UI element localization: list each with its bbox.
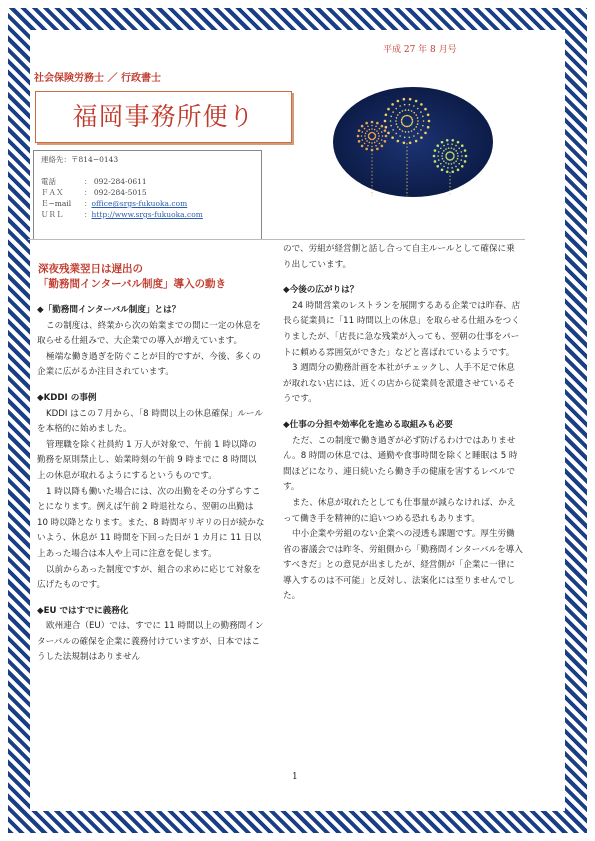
spark <box>415 140 418 143</box>
website-link[interactable]: http://www.srgs-fukuoka.com <box>91 210 203 219</box>
spark <box>403 141 406 144</box>
spark <box>375 135 377 137</box>
spacer <box>37 594 265 604</box>
spark <box>458 147 460 149</box>
spark <box>390 120 392 122</box>
spark <box>409 98 412 101</box>
paragraph: 24 時間営業のレストランを展開するある企業では昨春、店長ら従業員に「11 時間以上の休息」を取らせる仕組みをつくりましたが、「店長に急な残業が入っても、翌朝の仕事をパートに頼める雰囲気ができた」などと喜ばれているようです。 <box>283 300 521 358</box>
spark <box>451 170 454 173</box>
spark <box>404 115 406 117</box>
section-heading: ◆EU ではすでに義務化 <box>37 605 129 616</box>
spark <box>405 109 407 111</box>
spark <box>376 140 378 142</box>
spark <box>366 140 368 142</box>
spark <box>441 141 444 144</box>
spark <box>420 111 422 113</box>
newsletter-title-box <box>35 91 292 143</box>
spark <box>464 149 467 152</box>
spark <box>376 130 378 132</box>
spark <box>387 132 390 135</box>
spark <box>408 125 410 127</box>
spark <box>365 138 367 140</box>
spark <box>457 141 460 144</box>
paragraph: 管理職を除く社員約 1 万人が対象で、午前 1 時以降の勤務を原則禁止し、始業時刻の午前 9 時までに 8 時間以上の休息が取れるようにするというものです。 <box>37 439 257 481</box>
spark <box>405 115 407 117</box>
spark <box>361 145 364 148</box>
spark <box>379 143 381 145</box>
spark <box>390 125 392 127</box>
spark <box>408 109 410 111</box>
spark <box>387 108 390 111</box>
email-line: Ｅ−mail ：office@srgs-fukuoka.com <box>41 199 188 208</box>
paragraph: 中小企業や労組のない企業への浸透も課題です。厚生労働省の審議会では昨冬、労組側から「勤務間インターバルを導入すべきだ」との意見が出ましたが、経営側が「企業に一律に導入するのは不可能」と反対し、法案化には至りませんでした。 <box>283 529 523 602</box>
spark <box>411 119 413 121</box>
spark <box>448 147 450 149</box>
spark <box>440 147 442 149</box>
spark <box>385 114 388 117</box>
spark <box>399 129 401 131</box>
spark <box>375 145 377 147</box>
spark <box>403 116 405 118</box>
spark <box>399 135 401 137</box>
spark <box>397 100 400 103</box>
spark <box>361 135 363 137</box>
spark <box>445 162 447 164</box>
spark <box>404 125 406 127</box>
spark <box>401 122 403 124</box>
spark <box>413 135 415 137</box>
spark <box>413 105 415 107</box>
spark <box>397 126 399 128</box>
spark <box>364 128 366 130</box>
spark <box>392 111 394 113</box>
spark <box>417 133 419 135</box>
spark <box>405 131 407 133</box>
spark <box>457 169 460 172</box>
spark <box>397 140 400 143</box>
spark <box>461 144 464 147</box>
spark <box>399 105 401 107</box>
spark <box>411 122 413 124</box>
spark <box>369 129 371 131</box>
spark <box>366 130 368 132</box>
spark <box>440 163 442 165</box>
spark <box>443 150 445 152</box>
spark <box>453 155 455 157</box>
spark <box>408 115 410 117</box>
paragraph: KDDI はこの７月から、「8 時間以上の休息確保」ルールを本格的に始めました。 <box>37 408 263 435</box>
headline-line-1: 深夜残業翌日は遅出の <box>38 263 143 275</box>
tel-value: ： 092-284-0611 <box>84 177 147 186</box>
spark <box>381 139 383 141</box>
tel-line <box>41 176 147 187</box>
fax-line <box>41 187 147 198</box>
spark <box>443 160 445 162</box>
spark <box>361 139 363 141</box>
section-heading: ◆今後の広がりは？ <box>283 285 359 296</box>
spark <box>409 141 412 144</box>
spark <box>404 104 406 106</box>
spark <box>420 129 422 131</box>
spark <box>371 139 373 141</box>
spark <box>460 159 462 161</box>
spark <box>441 155 443 157</box>
spark <box>373 138 375 140</box>
spark <box>405 126 407 128</box>
spark <box>403 98 406 101</box>
spark <box>451 163 453 165</box>
fireworks-illustration <box>332 86 494 198</box>
url-line: ＵＲＬ ：http://www.srgs-fukuoka.com <box>41 210 203 219</box>
spark <box>455 166 457 168</box>
spark <box>395 120 397 122</box>
spark <box>364 143 366 145</box>
paragraph: また、休息が取れたとしても仕事量が減らなければ、かえって働き手を精神的に追いつめる恐れもあります。 <box>283 497 516 524</box>
spark <box>407 115 409 117</box>
spark <box>370 132 372 134</box>
section-heading: ◆「勤務間インターバル制度」とは？ <box>37 305 181 315</box>
spark <box>411 110 413 112</box>
spark <box>443 166 445 168</box>
spark <box>445 148 447 150</box>
fax-value: ： 092-284-5015 <box>84 188 147 197</box>
spark <box>402 123 404 125</box>
spark <box>375 125 377 127</box>
spark <box>391 136 394 139</box>
spark <box>411 130 413 132</box>
spark <box>397 114 399 116</box>
spark <box>442 152 444 154</box>
spark <box>395 108 397 110</box>
spacer <box>37 381 265 391</box>
spark <box>447 143 449 145</box>
spark <box>422 116 424 118</box>
spark <box>401 119 403 121</box>
office-type-label: 社会保険労務士 ／ 行政書士 <box>34 73 161 84</box>
spark <box>379 128 381 130</box>
paragraph: ただ、この制度で働き過ぎが必ず防げるわけではありません。8 時間の休息では、通勤や食事時間を除くと睡眠は 5 時間ほどになり、連日続いたら働き手の健康を害するレベルです。 <box>283 435 518 493</box>
spark <box>371 142 373 144</box>
spark <box>369 142 371 144</box>
spark <box>413 112 415 114</box>
spark <box>374 142 376 144</box>
spark <box>424 132 427 135</box>
spark <box>371 125 373 127</box>
spark <box>437 155 439 157</box>
fax-label: ＦＡＸ <box>41 188 64 197</box>
spark <box>396 123 398 125</box>
spark <box>434 160 437 163</box>
tel-label: 電話 <box>41 177 56 186</box>
paragraph: 1 時以降も働いた場合には、次の出勤をその分ずらすことになります。例えば午前 2 時退社なら、翌朝の出勤は 10 時以降となります。また、8 時間ギリギリの日が続かないよう、休息が 11 時間を下回った日が 1 カ月に 11 日以上あった場合は本人や上司に注意を促します。 <box>37 486 265 559</box>
spark <box>436 165 439 168</box>
spark <box>357 135 360 138</box>
spark <box>422 125 424 127</box>
spark <box>382 135 384 137</box>
spark <box>453 148 455 150</box>
paragraph: 3 週間分の勤務計画を本社がチェックし、人手不足で休息が取れない店には、近くの店から従業員を派遣させているそうです。 <box>283 363 516 405</box>
spark <box>453 162 455 164</box>
spark <box>410 124 412 126</box>
section-heading: ◆仕事の分担や効率化を進める取組みも必要 <box>283 419 453 430</box>
spark <box>460 151 462 153</box>
spark <box>390 116 392 118</box>
spark <box>384 120 387 123</box>
spark <box>399 112 401 114</box>
spark <box>461 165 464 168</box>
spark <box>438 151 440 153</box>
spark <box>451 143 453 145</box>
address-line: 連絡先：〒814−0143 <box>41 155 119 164</box>
spark <box>391 103 394 106</box>
spark <box>408 131 410 133</box>
spark <box>384 129 387 132</box>
spark <box>420 103 423 106</box>
spark <box>415 114 417 116</box>
spark <box>415 126 417 128</box>
spark <box>451 167 453 169</box>
spark <box>378 133 380 135</box>
spark <box>445 157 447 159</box>
spark <box>367 125 369 127</box>
spark <box>427 114 430 117</box>
spark <box>371 128 373 130</box>
spark <box>446 170 449 173</box>
spark <box>465 155 468 158</box>
spacer <box>283 273 523 283</box>
newsletter-title: 福岡事務所便り <box>72 102 255 131</box>
spark <box>447 167 449 169</box>
spark <box>411 117 413 119</box>
spark <box>433 155 436 158</box>
spark <box>381 131 383 133</box>
spark <box>428 120 431 123</box>
email-label: Ｅ−mail <box>41 199 72 208</box>
spark <box>358 129 361 132</box>
spark <box>443 145 445 147</box>
spark <box>417 117 419 119</box>
spark <box>461 155 463 157</box>
spark <box>358 140 361 143</box>
spark <box>365 148 368 151</box>
spark <box>446 139 449 142</box>
spark <box>401 120 403 122</box>
spark <box>361 131 363 133</box>
header-divider <box>28 239 525 240</box>
spark <box>417 120 419 122</box>
spark <box>374 134 376 136</box>
spark <box>434 149 437 152</box>
article-right-column <box>283 242 523 605</box>
spark <box>417 123 419 125</box>
spark <box>455 150 457 152</box>
spark <box>415 100 418 103</box>
spark <box>392 129 394 131</box>
spark <box>412 120 414 122</box>
page-number: 1 <box>292 772 298 782</box>
spark <box>445 155 447 157</box>
spark <box>427 126 430 129</box>
spark <box>464 160 467 163</box>
spark <box>455 145 457 147</box>
spark <box>423 120 425 122</box>
article-left-column <box>37 303 265 666</box>
spark <box>409 137 411 139</box>
spark <box>455 160 457 162</box>
spark <box>364 135 366 137</box>
spark <box>438 159 440 161</box>
email-link[interactable]: office@srgs-fukuoka.com <box>91 199 188 208</box>
paragraph: 以前からあった制度ですが、組合の求めに応じて対象を広げたものです。 <box>37 564 261 591</box>
spark <box>457 158 459 160</box>
spark <box>365 133 367 135</box>
spark <box>453 154 455 156</box>
spark <box>402 130 404 132</box>
spark <box>384 140 387 143</box>
spark <box>450 159 452 161</box>
spark <box>442 158 444 160</box>
spark <box>424 108 427 111</box>
spark <box>385 135 388 138</box>
spark <box>376 122 379 125</box>
spark <box>367 145 369 147</box>
spark <box>395 133 397 135</box>
spark <box>374 129 376 131</box>
spark <box>378 138 380 140</box>
spark <box>404 137 406 139</box>
spark <box>441 169 444 172</box>
spark <box>396 117 398 119</box>
spark <box>371 146 373 148</box>
spark <box>409 104 411 106</box>
spark <box>381 125 384 128</box>
issue-date: 平成 27 年 8 月号 <box>383 45 457 55</box>
spacer <box>283 408 523 418</box>
spark <box>376 148 379 151</box>
spark <box>378 135 380 137</box>
paragraph: 欧州連合（EU）では、すでに 11 時間以上の勤務間インターバルの確保を企業に義務付けていますが、日本ではこうした法規制はありません <box>37 621 264 663</box>
spark <box>448 163 450 165</box>
spark <box>451 147 453 149</box>
spark <box>449 151 451 153</box>
spark <box>361 125 364 128</box>
article-headline <box>38 262 226 292</box>
spark <box>407 126 409 128</box>
spark <box>413 129 415 131</box>
paragraph: 極端な働き過ぎを防ぐことが目的ですが、今後、多くの企業に広がるか注目されています。 <box>37 351 261 378</box>
spark <box>381 145 384 148</box>
spark <box>451 139 454 142</box>
spark <box>458 163 460 165</box>
spark <box>368 135 370 137</box>
spark <box>385 126 388 129</box>
spark <box>371 121 374 124</box>
spark <box>402 110 404 112</box>
spark <box>417 108 419 110</box>
headline-line-2: 「勤務間インターバル制度」導入の動き <box>38 278 227 290</box>
spark <box>368 137 370 139</box>
section-heading: ◆KDDI の事例 <box>37 392 97 403</box>
spark <box>457 152 459 154</box>
contact-box <box>33 150 262 240</box>
spark <box>365 122 368 125</box>
spark <box>420 136 423 139</box>
paragraph: ので、労組が経営側と話し合って自主ルールとして確保に乗り出しています。 <box>283 244 515 270</box>
spark <box>371 132 373 134</box>
spark <box>436 144 439 147</box>
paragraph: この制度は、終業から次の始業までの間に一定の休息を取らせる仕組みで、大企業での導入が増えています。 <box>37 320 261 347</box>
spark <box>457 155 459 157</box>
url-label: ＵＲＬ <box>41 210 64 219</box>
